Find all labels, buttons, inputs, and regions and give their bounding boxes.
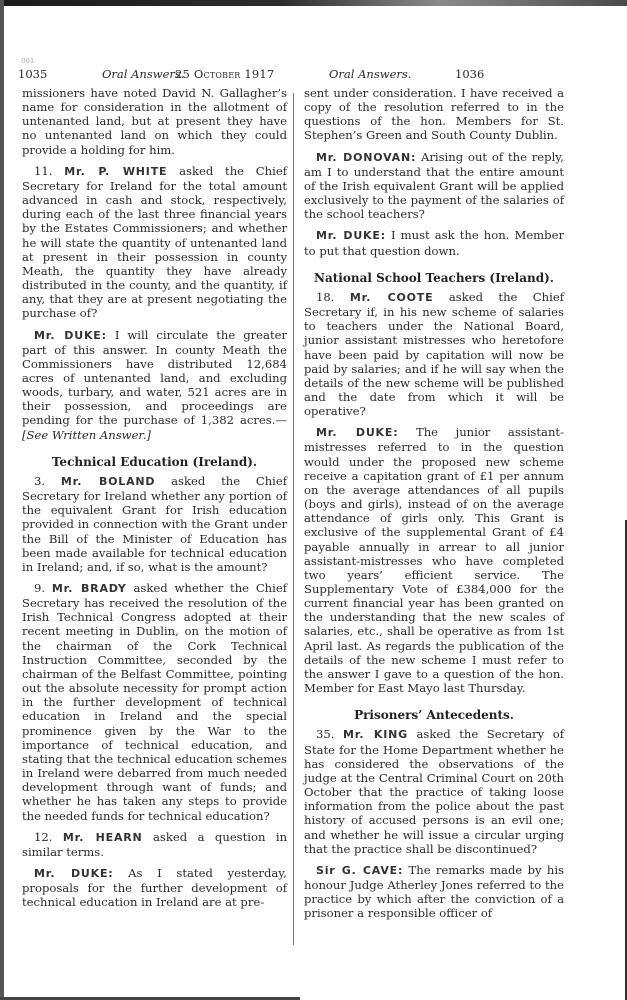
speaker-name: Mr. DUKE: — [316, 229, 386, 243]
answer-text: The junior assistant-mistresses referred to in the question would under the proposed new scheme receive a capitation grant of £1 per annum on the average attendances of all pupils (boys and girls), instead of on the average attendance of girls only. This Grant is exclusive of the supplemental Grant of £4 payable annually in arrear to all junior assistant-mistresses who have completed two years’ efficient service. The Supplementary Vote of £384,000 for the current financial year has been granted on the understanding that the new scales of salaries, etc., shall be operative as from 1st April last. As regards the publication of the details of the new scheme I must refer to the answer I gave to a question of the hon. Member for East Mayo last Thursday. — [304, 425, 565, 696]
page-header — [18, 67, 485, 83]
question-text: asked the Chief Secretary if, in his new scheme of salaries to teachers under the National Board, junior assistant mistresses who heretofore have been paid by capitation will now be paid by salaries; and if he will say when the details of the new scheme will be published and the date from which it will be operative? — [304, 289, 565, 419]
scan-top-edge — [0, 0, 627, 6]
running-head-right: Oral Answers. — [329, 67, 412, 81]
speaker-name: Mr. DONOVAN: — [316, 150, 417, 164]
question-text: asked the Chief Secretary for Ireland whether any portion of the equivalent Grant for Irish education provided in connection with the Grant under the Bill of the Minister of Education has been made available for technical education in Ireland; and, if so, what is the amount? — [22, 473, 288, 574]
question-number: 9. — [34, 581, 46, 595]
question-text: asked the Secretary of State for the Home Department whether he has considered the observations of the judge at the Central Criminal Court on 20th October that the practice of taking loose information from the police about the past history of accused persons is an evil one; and whether he will issue a circular urging that the practice shall be discontinued? — [304, 727, 564, 856]
question-number: 3. — [34, 473, 46, 488]
question-18 — [304, 290, 564, 418]
question-12 — [22, 830, 287, 859]
answer-duke-donovan — [304, 228, 564, 257]
question-11 — [22, 164, 287, 321]
answer-text: I must ask the hon. Member to put that question down. — [304, 228, 565, 258]
column-divider — [293, 93, 294, 945]
answer-text: As I stated yesterday, proposals for the further development of technical education in Ireland are at pre- — [22, 865, 287, 910]
page-date: 25 October 1917 — [175, 67, 275, 81]
margin-mark: 001 — [21, 57, 35, 65]
scan-left-edge — [0, 0, 4, 1000]
answer-cave — [304, 863, 564, 921]
question-3 — [22, 474, 287, 574]
speaker-name: Mr. BOLAND — [60, 474, 156, 488]
question-35 — [304, 727, 564, 855]
section-heading-national-school-teachers: National School Teachers (Ireland). — [314, 270, 554, 285]
written-answer-note: [See Written Answer.] — [22, 427, 151, 442]
running-head-left: Oral Answers. — [102, 67, 185, 81]
question-number: 18. — [316, 289, 335, 304]
left-column — [22, 86, 287, 916]
question-number: 11. — [34, 163, 53, 178]
speaker-name: Mr. HEARN — [62, 830, 143, 844]
question-number: 35. — [316, 727, 335, 742]
answer-duke-teachers — [304, 425, 564, 695]
section-heading-technical-education: Technical Education (Ireland). — [51, 454, 258, 469]
speaker-name: Mr. DUKE: — [34, 866, 114, 880]
question-donovan — [304, 150, 564, 222]
answer-duke-technical — [22, 866, 287, 909]
question-text: asked a question in similar terms. — [22, 829, 288, 859]
paragraph-continuation: sent under consideration. I have received a copy of the resolution referred to in the questions of the hon. Members for St. Stephen’s Green and South County Dublin. — [304, 86, 564, 143]
question-text: asked the Chief Secretary for Ireland for the total amount advanced in cash and stock, respectively, during each of the last three financial years by the Estates Commissioners; and whether he will state the quantity of untenanted land at present in their possession in county Meath, the quantity they have already distributed in the county, and the quantity, if any, that they are at present negotiating the purchase of? — [22, 163, 288, 321]
section-heading-prisoners-antecedents: Prisoners’ Antecedents. — [354, 708, 514, 723]
speaker-name: Mr. KING — [343, 728, 408, 742]
right-column — [304, 86, 564, 927]
question-text: asked whether the Chief Secretary has received the resolution of the Irish Technical Congress adopted at their recent meeting in Dublin, on the motion of the chairman of the Cork Technical Instruction Committee, seconded by the chairman of the Belfast Committee, pointing out the absolute necessity for prompt action in the further development of technical education in Ireland and the special prominence given by the War to the importance of technical education, and stating that the technical education schemes in Ireland were debarred from much needed development through want of funds; and whether he has taken any steps to provide the needed funds for technical education? — [22, 581, 288, 823]
question-text: Arising out of the reply, am I to understand that the entire amount of the Irish equivalent Grant will be applied exclusively to the payment of the salaries of the school teachers? — [304, 149, 564, 222]
speaker-name: Mr. DUKE: — [34, 328, 107, 342]
paragraph-continuation: missioners have noted David N. Gallagher’s name for consideration in the allotment of untenanted land, but at present they have no untenanted land on which they could provide a holding for him. — [22, 86, 287, 157]
question-number: 12. — [34, 829, 53, 844]
answer-duke-meath — [22, 328, 287, 442]
page-number-left: 1035 — [18, 67, 48, 81]
speaker-name: Sir G. CAVE: — [316, 863, 404, 877]
speaker-name: Mr. DUKE: — [316, 426, 399, 440]
speaker-name: Mr. P. WHITE — [64, 164, 168, 178]
page-number-right: 1036 — [455, 67, 485, 81]
speaker-name: Mr. COOTE — [349, 290, 434, 304]
answer-text: I will circulate the greater part of this answer. In county Meath the Commissioners have distributed 12,684 acres of untenanted land, and excluding woods, turbary, and water, 521 acres are in their possession, and proceedings are pending for the purchase of 1,382 acres.— — [22, 327, 288, 428]
speaker-name: Mr. BRADY — [51, 582, 127, 595]
question-9 — [22, 581, 287, 823]
answer-text: The remarks made by his honour Judge Atherley Jones referred to the practice by which after the conviction of a prisoner a responsible officer of — [304, 862, 565, 921]
